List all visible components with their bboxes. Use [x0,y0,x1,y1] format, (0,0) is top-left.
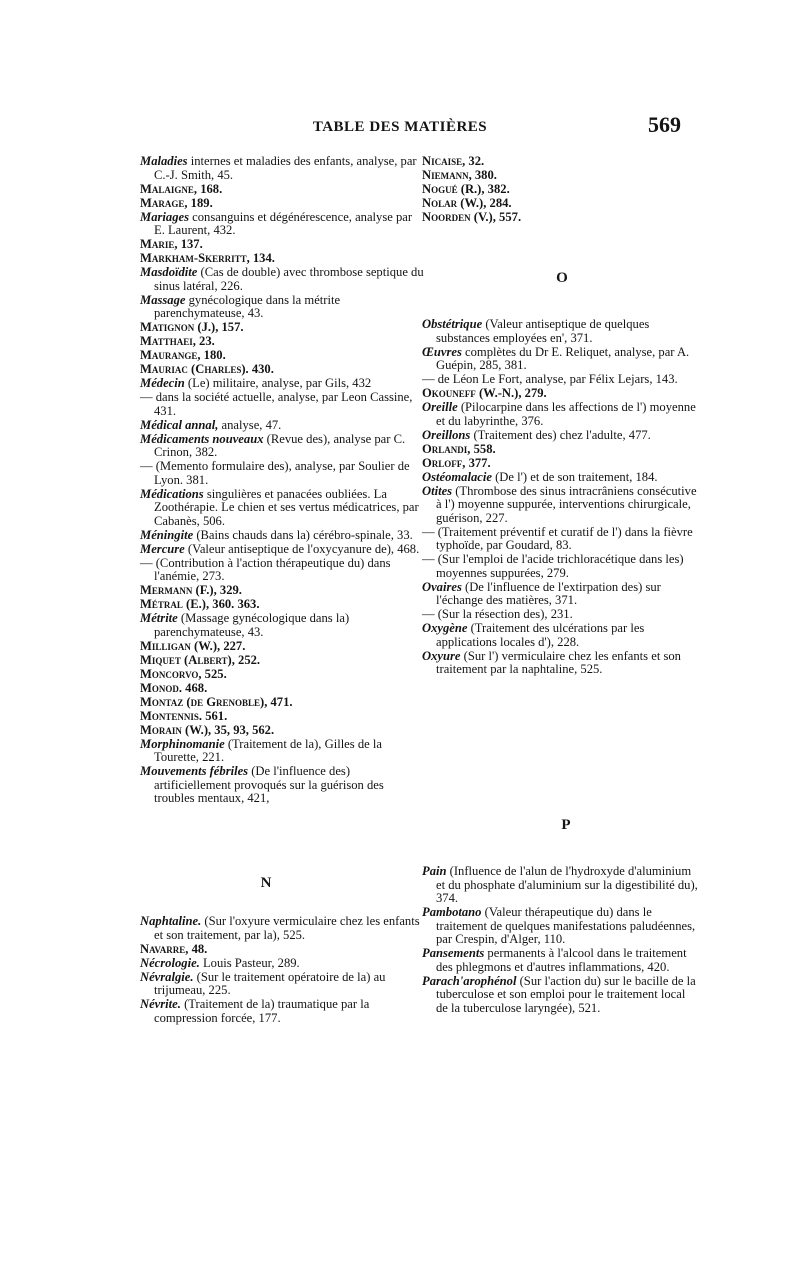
index-entry [140,724,425,738]
index-reference: complètes du Dr E. Reliquet, analyse, par A. Guépin, 285, 381. [436,344,690,372]
index-entry [140,349,425,363]
index-reference: (Traitement de la) traumatique par la compression forcée, 177. [154,997,370,1025]
index-reference: (Thrombose des sinus intracrâniens consécutive à l') moyenne suppurée, interventions chirurgicale, guérison, 227. [436,483,697,525]
index-entry [140,419,425,433]
index-term: Ostéomalacie [422,469,492,484]
index-reference: (Influence de l'alun de l'hydroxyde d'aluminium et du phosphate d'aluminium sur la digestibilité du), 374. [436,864,698,905]
index-reference: — (Traitement préventif et curatif de l') dans la fièvre typhoïde, par Goudard, 83. [422,524,693,552]
index-entry [140,266,425,293]
index-reference: (Le) militaire, analyse, par Gils, 432 [184,376,372,390]
index-reference: permanents à l'alcool dans le traitement des phlegmons et d'autres inflammations, 420. [436,946,687,974]
index-term: Mouvements fébriles [140,764,249,778]
section-letter-p: P [561,817,571,833]
index-entry [422,471,700,485]
index-term: Mercure [140,541,185,556]
index-reference: Maurange, 180. [140,348,226,362]
index-entry [140,377,425,391]
index-entry [422,155,700,169]
index-entry [140,321,425,335]
index-reference: (Sur le traitement opératoire de la) au trijumeau, 225. [154,969,386,997]
index-term: Médicaments nouveaux [140,431,264,446]
index-column-o [422,318,700,677]
index-term: Méningite [140,527,194,542]
index-reference: Malaigne, 168. [140,181,223,196]
index-entry [140,612,425,639]
page-number: 569 [648,112,681,137]
index-reference: Noorden (V.), 557. [422,210,522,224]
index-entry [422,401,700,428]
index-entry [140,654,425,668]
index-entry [422,211,700,225]
index-reference: Miquet (Albert), 252. [140,652,261,667]
index-reference: Markham-Skerritt, 134. [140,251,275,265]
index-entry [422,373,700,387]
index-term: Médical annal, [140,417,219,432]
index-entry [422,947,700,974]
index-reference: Mauriac (Charles). 430. [140,362,274,376]
index-entry [140,696,425,710]
index-term: Médecin [140,376,185,390]
index-entry [140,971,425,998]
index-entry [422,553,700,580]
index-entry [422,443,700,457]
index-term: Massage [140,292,186,307]
index-term: Œuvres [422,344,462,359]
index-reference: (Cas de double) avec thrombose septique du sinus latéral, 226. [154,265,424,293]
index-entry [140,294,425,321]
index-term: Mariages [140,209,189,224]
index-reference: (Traitement de la), Gilles de la Tourette, 221. [154,736,382,764]
index-entry [140,710,425,724]
index-term: Oxygène [422,621,468,635]
index-reference: Moncorvo, 525. [140,666,227,681]
index-entry [422,485,700,526]
index-term: Métrite [140,611,178,625]
index-column-n [140,915,425,1026]
index-reference: (Sur l'action du) sur le bacille de la tuberculose et son emploi pour le traitement local de la tuberculose laryngée), 521. [436,973,696,1015]
index-reference: (Bains chauds dans la) cérébro-spinale, 33. [193,527,413,542]
index-reference: Mermann (F.), 329. [140,583,242,597]
index-term: Oreillons [422,427,471,442]
index-entry [140,943,425,957]
page-title: TABLE DES MATIÈRES [312,119,488,135]
index-reference: analyse, 47. [218,417,282,432]
index-entry [422,608,700,622]
index-reference: Orloff, 377. [422,455,491,470]
index-reference: Navarre, 48. [140,941,208,956]
index-reference: Métral (E.), 360. 363. [140,597,260,611]
index-term: Oreille [422,400,458,414]
index-reference: Matthaei, 23. [140,334,215,348]
index-reference: Niemann, 380. [422,168,497,182]
index-reference: (Valeur thérapeutique du) dans le traitement de quelques manifestations paludéennes, par Crespin, d'Alger, 110. [436,905,696,946]
index-reference: Nicaise, 32. [422,154,485,168]
index-term: Névralgie. [140,969,194,984]
index-entry [140,998,425,1025]
index-entry [140,584,425,598]
index-reference: (Traitement des) chez l'adulte, 477. [470,427,651,442]
index-reference: — (Memento formulaire des), analyse, par Soulier de Lyon. 381. [140,459,410,487]
index-reference: — (Contribution à l'action thérapeutique du) dans l'anémie, 273. [140,555,391,583]
index-entry [140,529,425,543]
index-reference: Monod. 468. [140,680,208,695]
index-reference: internes et maladies des enfants, analyse, par C.-J. Smith, 45. [154,154,417,182]
index-entry [140,668,425,682]
index-reference: (Valeur antiseptique de l'oxycyanure de), 468. [184,541,420,556]
index-term: Pain [422,864,447,878]
index-reference: — (Sur la résection des), 231. [422,607,573,621]
index-reference: — dans la société actuelle, analyse, par Leon Cassine, 431. [140,390,413,418]
index-entry [140,765,425,806]
index-term: Maladies [140,154,188,168]
index-entry [140,557,425,584]
index-reference: consanguins et dégénérescence, analyse par E. Laurent, 432. [154,209,413,237]
index-entry [140,460,425,487]
index-reference: Milligan (W.), 227. [140,638,246,653]
index-reference: Okouneff (W.-N.), 279. [422,386,547,400]
index-entry [140,543,425,557]
index-reference: Nolar (W.), 284. [422,196,512,210]
index-reference: (Traitement des ulcérations par les applications locales d'), 228. [436,621,645,649]
index-term: Parach'arophénol [422,973,517,988]
index-entry [422,346,700,373]
index-entry [140,335,425,349]
index-reference: (Sur l') vermiculaire chez les enfants et son traitement par la naphtaline, 525. [436,648,681,676]
index-term: Pansements [422,946,485,960]
index-reference: (De l') et de son traitement, 184. [491,469,658,484]
index-term: Masdoïdite [140,265,198,279]
index-reference: Marie, 137. [140,237,203,251]
index-entry [140,155,425,182]
index-term: Morphinomanie [140,736,225,751]
index-reference: (Pilocarpine dans les affections de l') moyenne et du labyrinthe, 376. [436,400,696,428]
index-reference: Montennis. 561. [140,708,228,723]
index-entry [140,238,425,252]
index-reference: (Valeur antiseptique de quelques substances employées en', 371. [436,317,650,345]
index-reference: (Revue des), analyse par C. Crinon, 382. [154,431,406,459]
index-entry [140,391,425,418]
index-entry [422,975,700,1016]
index-reference: Nogué (R.), 382. [422,182,510,196]
section-letter-o: O [556,270,568,286]
index-reference: Louis Pasteur, 289. [199,955,300,970]
index-term: Nécrologie. [140,955,200,970]
section-letter-n: N [260,875,272,891]
index-entry [422,169,700,183]
index-entry [422,906,700,947]
index-entry [422,526,700,553]
index-entry [422,650,700,677]
index-entry [140,957,425,971]
index-reference: (De l'influence de l'extirpation des) sur l'échange des matières, 371. [436,579,661,607]
index-entry [140,211,425,238]
index-reference: singulières et panacées oubliées. La Zoothérapie. Le chien et ses vertus médicatrices, par Cabanès, 506. [154,486,419,528]
index-column-right-top [422,155,700,225]
index-entry [140,252,425,266]
index-term: Névrite. [140,997,181,1011]
index-entry [140,363,425,377]
index-entry [140,598,425,612]
index-entry [140,183,425,197]
index-term: Oxyure [422,648,461,663]
index-term: Pambotano [422,905,482,919]
index-reference: (Massage gynécologique dans la) parenchymateuse, 43. [154,611,350,639]
index-term: Ovaires [422,579,462,594]
index-entry [140,488,425,529]
index-reference: Marage, 189. [140,195,213,210]
index-entry [140,682,425,696]
index-reference: — (Sur l'emploi de l'acide trichloracétique dans les) moyennes suppurées, 279. [422,552,684,580]
index-reference: — de Léon Le Fort, analyse, par Félix Lejars, 143. [422,372,678,386]
index-entry [422,581,700,608]
index-term: Naphtaline. [140,914,202,928]
index-reference: Orlandi, 558. [422,441,496,456]
index-column-p [422,865,700,1016]
index-entry [422,197,700,211]
index-term: Otites [422,483,453,498]
index-reference: (De l'influence des) artificiellement provoqués sur la guérison des troubles mentaux, 421, [154,764,384,805]
index-entry [422,318,700,345]
index-reference: Morain (W.), 35, 93, 562. [140,722,275,737]
index-entry [140,915,425,942]
index-entry [422,387,700,401]
index-entry [422,865,700,906]
index-entry [140,738,425,765]
index-entry [422,429,700,443]
index-entry [422,183,700,197]
index-reference: gynécologique dans la métrite parenchymateuse, 43. [154,292,341,320]
index-reference: (Sur l'oxyure vermiculaire chez les enfants et son traitement, par la), 525. [154,914,420,942]
index-entry [422,622,700,649]
index-entry [140,433,425,460]
index-entry [140,640,425,654]
index-entry [422,457,700,471]
index-column-left [140,155,425,806]
index-term: Médications [140,486,204,501]
index-reference: Matignon (J.), 157. [140,320,244,334]
index-entry [140,197,425,211]
index-reference: Montaz (de Grenoble), 471. [140,694,293,709]
index-term: Obstétrique [422,317,483,331]
